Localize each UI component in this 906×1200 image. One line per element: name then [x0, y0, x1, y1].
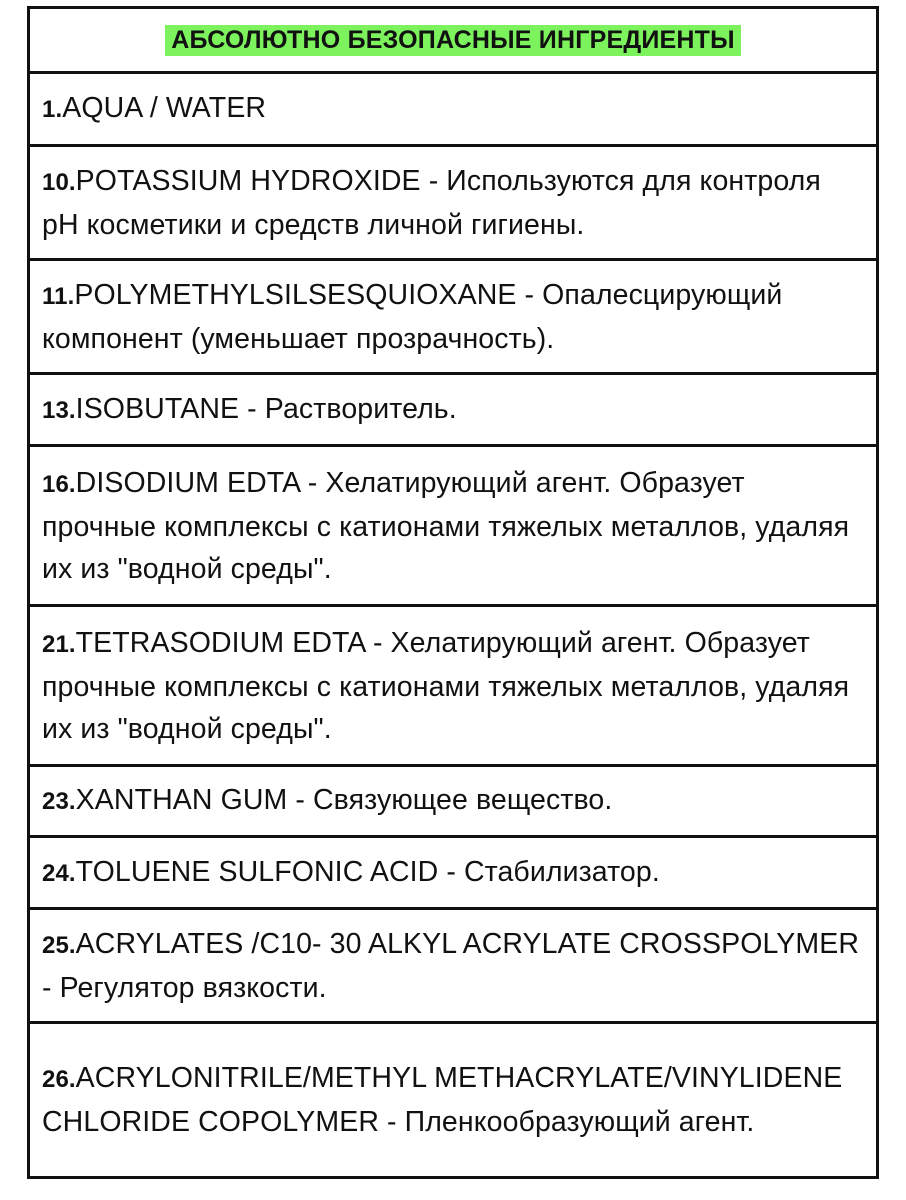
ingredient-text [42, 87, 266, 131]
ingredient-text [42, 388, 457, 432]
ingredient-text [42, 779, 612, 823]
ingredient-number: 23. [42, 788, 76, 815]
ingredient-text [42, 160, 864, 246]
ingredient-text [42, 851, 660, 895]
ingredient-number: 25. [42, 931, 76, 959]
ingredient-description: POTASSIUM HYDROXIDE - Используются для контроля pH косметики и средств личной гигиены. [42, 164, 821, 241]
table-row [30, 74, 876, 147]
table-row [30, 447, 876, 607]
ingredient-description: ACRYLATES /C10- 30 ALKYL ACRYLATE CROSSPOLYMER - Регулятор вязкости. [42, 927, 860, 1004]
table-row [30, 838, 876, 910]
ingredient-number: 10. [42, 168, 76, 196]
ingredient-text [42, 274, 864, 360]
table-row [30, 147, 876, 261]
table-row [30, 375, 876, 447]
table-row [30, 261, 876, 375]
ingredient-description: DISODIUM EDTA - Хелатирующий агент. Образует прочные комплексы с катионами тяжелых металлов, удаляя их из "водной среды". [42, 466, 850, 585]
ingredient-description: AQUA / WATER [62, 92, 267, 124]
ingredient-number: 1. [42, 96, 63, 123]
ingredient-description: TETRASODIUM EDTA - Хелатирующий агент. Образует прочные комплексы с катионами тяжелых металлов, удаляя их из "водной среды". [42, 626, 850, 745]
ingredient-number: 11. [42, 282, 75, 310]
ingredient-description: ACRYLONITRILE/METHYL METHACRYLATE/VINYLIDENE CHLORIDE COPOLYMER - Пленкообразующий агент. [42, 1062, 843, 1138]
ingredient-number: 16. [42, 470, 76, 498]
ingredient-description: ISOBUTANE - Растворитель. [75, 392, 457, 425]
ingredients-table [27, 6, 879, 1179]
ingredient-text [42, 923, 864, 1009]
ingredient-number: 24. [42, 859, 76, 887]
table-row [30, 767, 876, 838]
table-row [30, 1024, 876, 1179]
table-row [30, 910, 876, 1024]
ingredient-text [42, 622, 864, 750]
table-header [30, 9, 876, 74]
ingredient-number: 21. [42, 630, 76, 658]
ingredient-description: TOLUENE SULFONIC ACID - Стабилизатор. [75, 855, 660, 888]
ingredient-text [42, 1057, 864, 1143]
ingredient-text [42, 462, 864, 590]
ingredient-description: XANTHAN GUM - Связующее вещество. [75, 784, 613, 816]
ingredient-description: POLYMETHYLSILSESQUIOXANE - Опалесцирующий компонент (уменьшает прозрачность). [42, 278, 783, 355]
table-title: АБСОЛЮТНО БЕЗОПАСНЫЕ ИНГРЕДИЕНТЫ [165, 25, 741, 56]
ingredient-number: 26. [42, 1066, 76, 1093]
ingredient-number: 13. [42, 396, 76, 424]
table-row [30, 607, 876, 767]
